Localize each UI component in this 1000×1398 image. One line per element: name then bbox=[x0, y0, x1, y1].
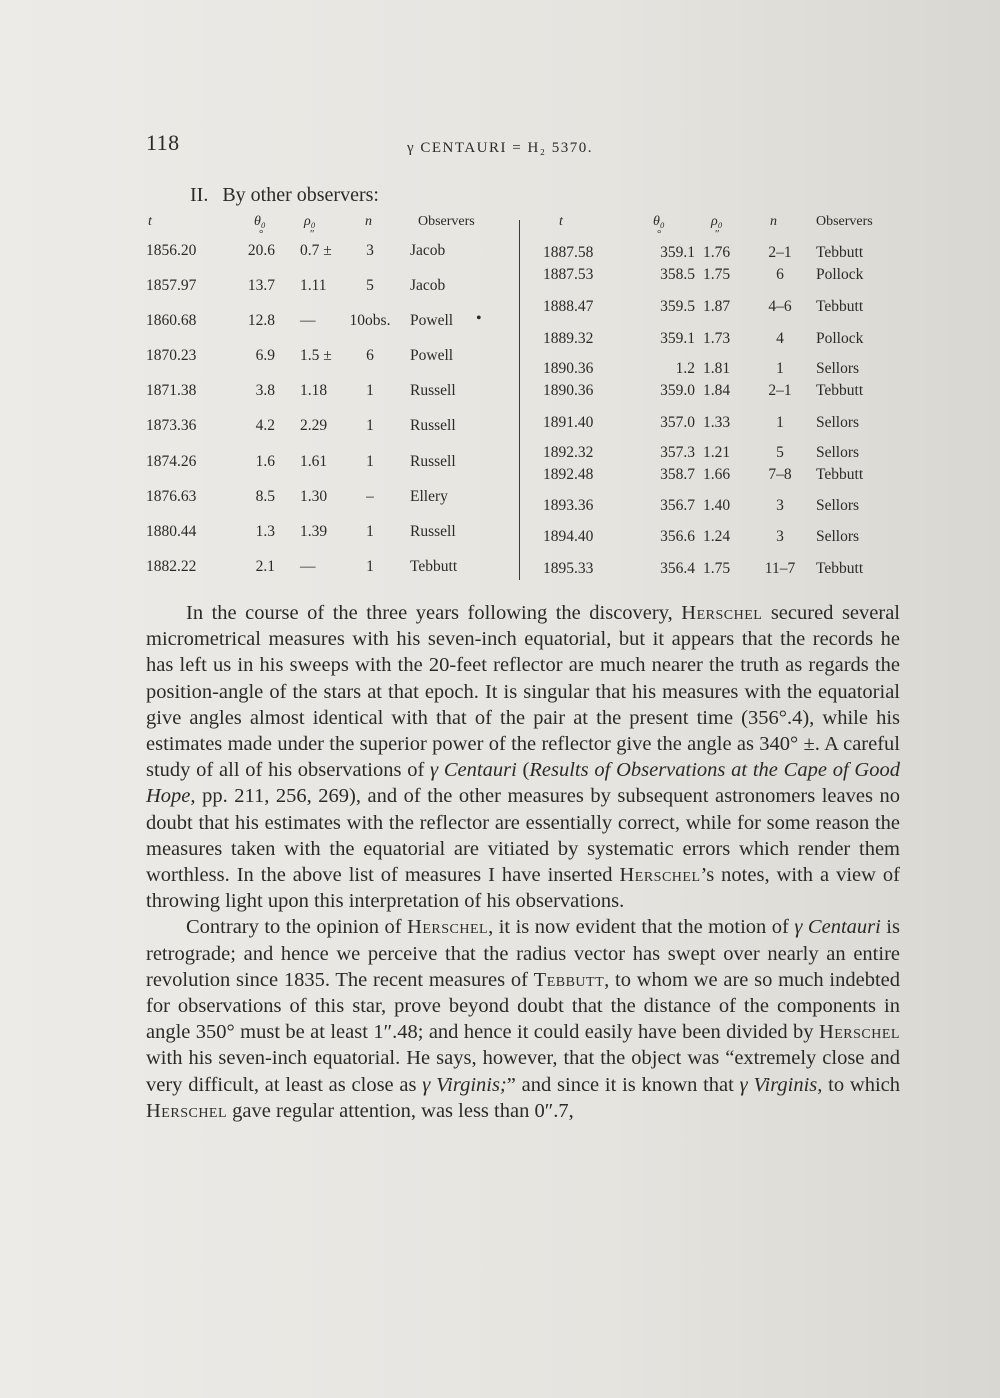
table-cell: 5 bbox=[366, 277, 374, 294]
table-cell: 1 bbox=[366, 523, 374, 540]
table-cell: 1 bbox=[776, 414, 784, 431]
italic-text: γ Centauri bbox=[794, 916, 881, 939]
text-run: ’s notes, with a view of throwing light upon this interpretation of his observations. bbox=[146, 864, 900, 913]
table-cell: Ellery bbox=[410, 488, 448, 505]
table-cell: Powell bbox=[410, 347, 454, 364]
table-cell: 1880.44 bbox=[146, 523, 197, 540]
column-header-theta: θ₀ bbox=[254, 214, 266, 229]
table-cell: 1876.63 bbox=[146, 488, 197, 505]
text-run: secured several micrometrical measures with his seven-inch equatorial, but it appears that the records he has left us in his sweeps with the 20-feet reflector are much nearer the truth as regards the position-angle of the stars at that epoch. It is singular that his measures with the equatorial give angles almost identical with that of the pair at the present time (356°.4), while his estimates made under the superior power of the reflector give the angle as 340° ±. A careful study of all of his observations of bbox=[146, 602, 900, 782]
table-cell: Jacob bbox=[410, 277, 446, 294]
observations-tables bbox=[138, 214, 898, 584]
table-cell: 1.87 bbox=[703, 298, 731, 315]
body-text bbox=[146, 600, 900, 1124]
italic-text: γ Virginis, bbox=[739, 1073, 823, 1096]
table-cell: 1.84 bbox=[703, 382, 731, 399]
table-cell: 1892.32 bbox=[543, 444, 594, 461]
table-cell: 3.8 bbox=[255, 382, 275, 399]
table-cell: 2–1 bbox=[768, 244, 792, 261]
text-run: ( bbox=[516, 759, 530, 782]
table-cell: 1873.36 bbox=[146, 417, 197, 434]
small-caps-name: Tebbutt bbox=[533, 968, 605, 991]
table-cell: 1.21 bbox=[703, 444, 731, 461]
table-cell: 2.29 bbox=[300, 417, 328, 434]
column-divider bbox=[519, 220, 520, 580]
text-run: Contrary to the opinion of bbox=[186, 916, 408, 939]
table-cell: 1889.32 bbox=[543, 330, 594, 347]
table-cell: 1887.58 bbox=[543, 244, 594, 261]
column-header-rho: ρ₀ bbox=[304, 214, 316, 229]
table-cell: 1.18 bbox=[300, 382, 328, 399]
table-cell: 1870.23 bbox=[146, 347, 197, 364]
text-run: pp. 211, 256, 269), and of the other measures by subsequent astronomers leaves no doubt that his estimates with the reflector are essentially correct, while for some reason the measures taken with the equatorial are vitiated by systematic errors which render them worthless. In the above list of measures I have inserted bbox=[146, 785, 900, 887]
table-cell: 356.7 bbox=[660, 497, 695, 514]
table-cell: 1.75 bbox=[703, 266, 731, 283]
table-cell: 1894.40 bbox=[543, 528, 594, 545]
text-run: ” and since it is known that bbox=[506, 1073, 740, 1096]
column-header-t: t bbox=[559, 214, 563, 229]
table-cell: 6 bbox=[776, 266, 784, 283]
page-number: 118 bbox=[146, 130, 180, 155]
table-cell: 1.40 bbox=[703, 497, 731, 514]
table-cell: 359.5 bbox=[660, 298, 695, 315]
table-cell: 356.6 bbox=[660, 528, 695, 545]
table-cell: Tebbutt bbox=[816, 466, 864, 483]
table-cell: 1.75 bbox=[703, 560, 731, 577]
table-cell: 1.5 ± bbox=[300, 347, 332, 364]
column-header-observers: Observers bbox=[816, 214, 873, 229]
table-cell: 3 bbox=[366, 242, 374, 259]
table-cell: 11–7 bbox=[764, 560, 796, 577]
column-header-rho: ρ₀ bbox=[711, 214, 723, 229]
table-cell: 1888.47 bbox=[543, 298, 594, 315]
table-cell: Tebbutt bbox=[816, 298, 864, 315]
table-cell: 359.1 bbox=[660, 244, 695, 261]
table-cell: Pollock bbox=[816, 330, 864, 347]
table-cell: 359.1 bbox=[660, 330, 695, 347]
small-caps-name: Herschel bbox=[818, 1021, 900, 1044]
table-cell: Russell bbox=[410, 417, 456, 434]
table-cell: 4.2 bbox=[255, 417, 275, 434]
italic-text: Results of Observations at the Cape of Good Hope, bbox=[146, 759, 900, 808]
table-cell: Russell bbox=[410, 523, 456, 540]
table-cell: 1892.48 bbox=[543, 466, 594, 483]
table-cell: 1.2 bbox=[675, 360, 695, 377]
table-cell: Russell bbox=[410, 382, 456, 399]
section-title: By other observers: bbox=[222, 184, 379, 206]
table-cell: Pollock bbox=[816, 266, 864, 283]
running-head: γ CENTAURI = H₂ 5370. bbox=[406, 140, 594, 156]
text-run: , to whom we are so much indebted for observations of this star, prove beyond doubt that the distance of the components in angle 350° must be at least 1″.48; and hence it could easily have been divided by bbox=[146, 968, 900, 1044]
table-cell: 1.81 bbox=[703, 360, 731, 377]
table-cell: 1.11 bbox=[300, 277, 327, 294]
table-cell: Tebbutt bbox=[816, 382, 864, 399]
table-cell: Tebbutt bbox=[816, 244, 864, 261]
unit-arcsec: ″ bbox=[310, 228, 315, 240]
column-header-theta: θ₀ bbox=[653, 214, 665, 229]
table-cell: 6 bbox=[366, 347, 374, 364]
table-cell: 1887.53 bbox=[543, 266, 594, 283]
table-cell: 359.0 bbox=[660, 382, 695, 399]
table-cell: 0.7 ± bbox=[300, 242, 332, 259]
column-header-observers: Observers bbox=[418, 214, 475, 229]
text-run: with his seven-inch equatorial. He says, however, that the object was “extremely close and very difficult, at least as close as bbox=[146, 1047, 900, 1096]
table-cell: Tebbutt bbox=[816, 560, 864, 577]
table-cell: 357.3 bbox=[660, 444, 695, 461]
table-cell: 358.5 bbox=[660, 266, 695, 283]
table-cell: 1874.26 bbox=[146, 453, 197, 470]
small-caps-name: Herschel bbox=[681, 602, 763, 624]
table-cell: 1.30 bbox=[300, 488, 328, 505]
table-cell: 357.0 bbox=[660, 414, 695, 431]
table-cell: Jacob bbox=[410, 242, 446, 259]
unit-degree: ° bbox=[657, 228, 662, 240]
table-cell: 1 bbox=[366, 558, 374, 575]
table-cell: 20.6 bbox=[247, 242, 275, 259]
table-cell: 8.5 bbox=[255, 488, 275, 505]
table-cell: 6.9 bbox=[255, 347, 275, 364]
table-cell: 1891.40 bbox=[543, 414, 594, 431]
paragraph bbox=[146, 600, 900, 914]
table-cell: 1 bbox=[366, 417, 374, 434]
table-cell: 13.7 bbox=[247, 277, 275, 294]
table-cell: 1.33 bbox=[703, 414, 731, 431]
table-cell: 356.4 bbox=[660, 560, 695, 577]
unit-arcsec: ″ bbox=[715, 228, 720, 240]
table-cell: Powell bbox=[410, 312, 454, 329]
table-cell: 1860.68 bbox=[146, 312, 197, 329]
table-cell: 1.3 bbox=[255, 523, 275, 540]
section-heading bbox=[190, 184, 379, 207]
table-cell: 1890.36 bbox=[543, 360, 594, 377]
table-cell: Sellors bbox=[816, 497, 860, 514]
table-cell: Sellors bbox=[816, 414, 860, 431]
table-cell: 1893.36 bbox=[543, 497, 594, 514]
text-run: is retrograde; and hence we perceive that the radius vector has swept over nearly an entire revolution since 1835. The recent measures of bbox=[146, 916, 900, 991]
table-cell: Russell bbox=[410, 453, 456, 470]
section-number: II. bbox=[190, 184, 209, 206]
table-cell: 1890.36 bbox=[543, 382, 594, 399]
table-cell: 2.1 bbox=[255, 558, 275, 575]
table-cell: 1 bbox=[366, 382, 374, 399]
table-cell: 1.61 bbox=[300, 453, 328, 470]
table-cell: 12.8 bbox=[247, 312, 275, 329]
italic-text: γ Virginis; bbox=[422, 1073, 507, 1096]
small-caps-name: Herschel bbox=[146, 1099, 228, 1122]
table-cell: 1.24 bbox=[703, 528, 731, 545]
table-cell: 1895.33 bbox=[543, 560, 594, 577]
italic-text: γ Centauri bbox=[430, 759, 517, 782]
table-cell: 1 bbox=[366, 453, 374, 470]
column-header-t: t bbox=[148, 214, 152, 229]
text-run: , it is now evident that the motion of bbox=[488, 916, 795, 939]
table-cell: 5 bbox=[776, 444, 784, 461]
table-cell: 1871.38 bbox=[146, 382, 197, 399]
small-caps-name: Herschel bbox=[407, 916, 489, 939]
table-cell: 7–8 bbox=[768, 466, 792, 483]
table-cell: 1.66 bbox=[703, 466, 731, 483]
column-header-n: n bbox=[365, 214, 372, 229]
text-run: to which bbox=[822, 1073, 901, 1096]
table-cell: Sellors bbox=[816, 444, 860, 461]
table-cell: Sellors bbox=[816, 528, 860, 545]
table-cell: – bbox=[366, 488, 374, 505]
table-cell: 10obs. bbox=[349, 312, 391, 329]
text-run: gave regular attention, was less than 0″.7, bbox=[227, 1099, 574, 1122]
table-cell: 1856.20 bbox=[146, 242, 197, 259]
table-cell: — bbox=[300, 558, 316, 575]
table-cell: 4–6 bbox=[768, 298, 792, 315]
table-cell: 1.39 bbox=[300, 523, 328, 540]
table-cell: — bbox=[300, 312, 316, 329]
table-cell: 1.6 bbox=[255, 453, 275, 470]
table-cell: Sellors bbox=[816, 360, 860, 377]
table-cell: 1882.22 bbox=[146, 558, 197, 575]
column-header-n: n bbox=[770, 214, 777, 229]
table-cell: 2–1 bbox=[768, 382, 792, 399]
paragraph bbox=[146, 914, 900, 1124]
table-cell: 1.76 bbox=[703, 244, 731, 261]
table-cell: 3 bbox=[776, 497, 784, 514]
table-cell: 1 bbox=[776, 360, 784, 377]
table-cell: 358.7 bbox=[660, 466, 695, 483]
small-caps-name: Herschel bbox=[619, 864, 701, 887]
table-cell: 4 bbox=[776, 330, 784, 347]
table-cell: Tebbutt bbox=[410, 558, 458, 575]
printer-dot: • bbox=[476, 310, 482, 327]
table-cell: 1.73 bbox=[703, 330, 731, 347]
unit-degree: ° bbox=[259, 228, 264, 240]
table-cell: 3 bbox=[776, 528, 784, 545]
table-cell: 1857.97 bbox=[146, 277, 197, 294]
text-run: In the course of the three years following the discovery, bbox=[186, 602, 682, 624]
